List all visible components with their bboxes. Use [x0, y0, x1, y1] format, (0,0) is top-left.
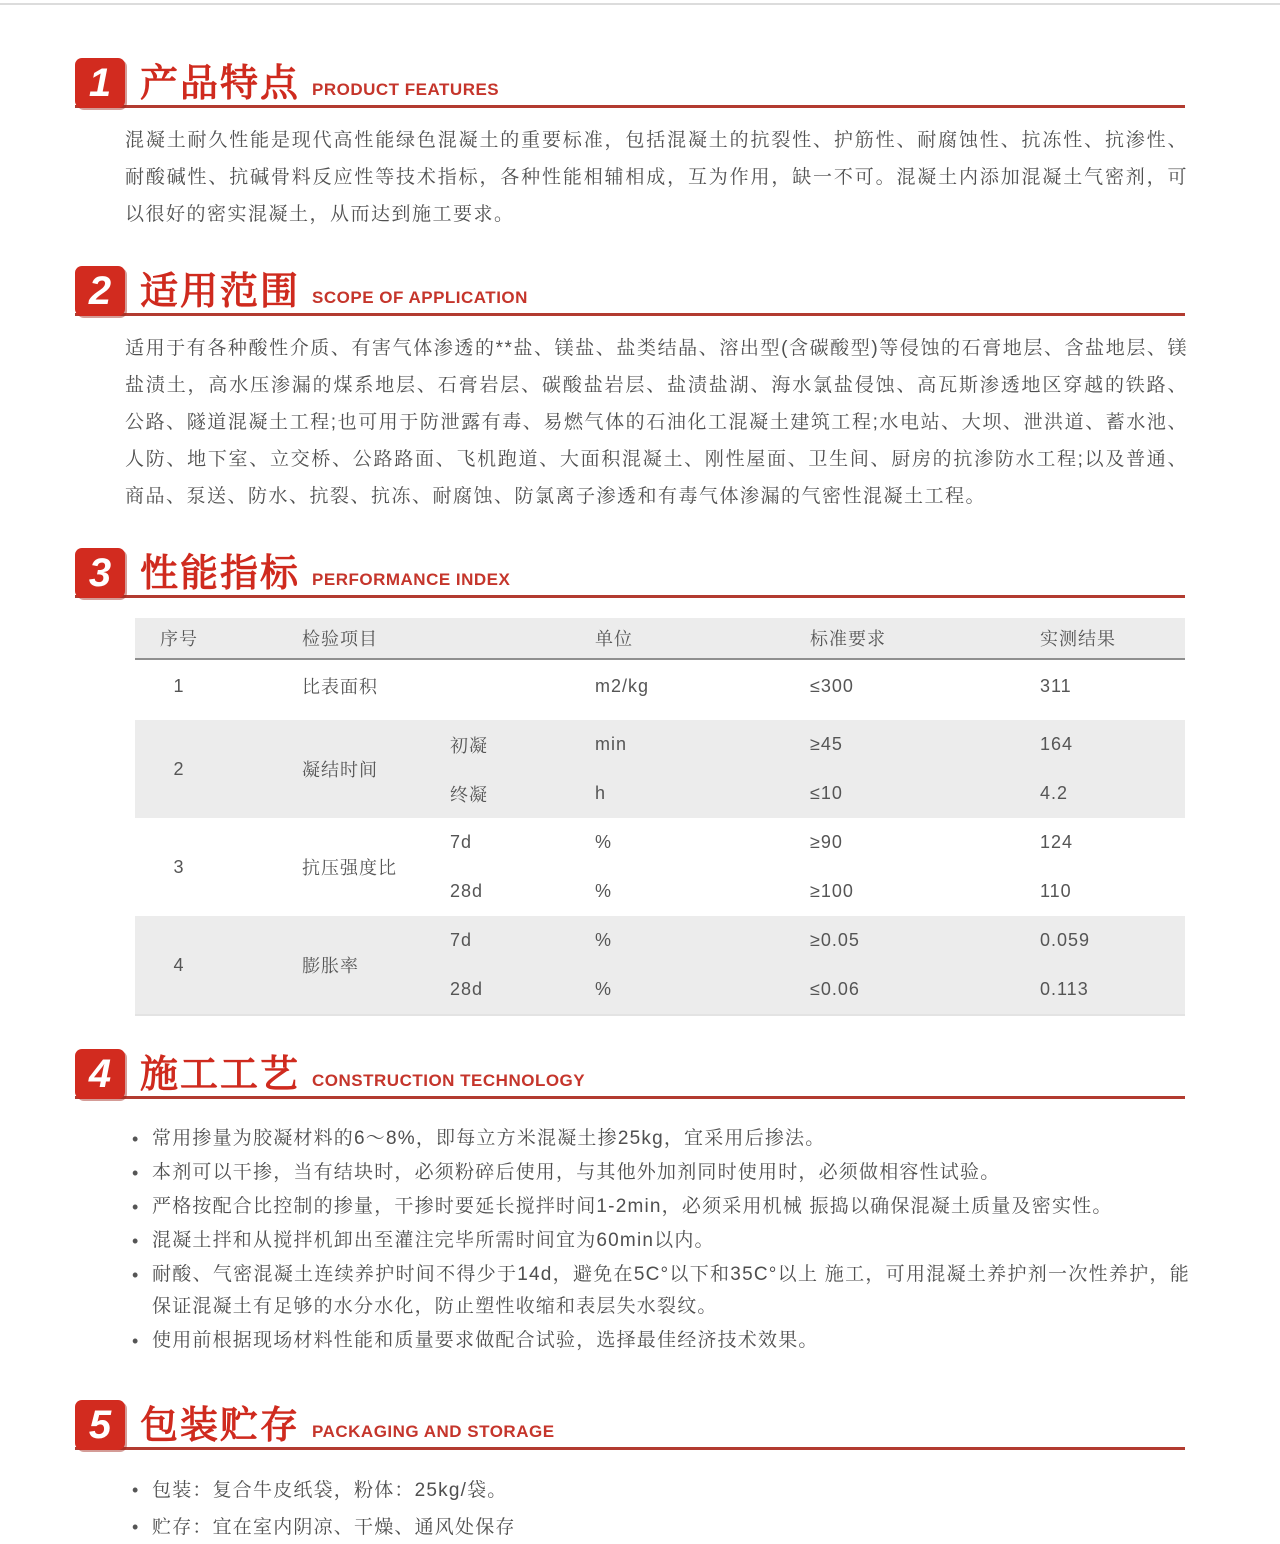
row1-result: 311 — [1040, 675, 1072, 696]
row3a-unit: % — [595, 832, 613, 852]
list-item: • 贮存：宜在室内阴凉、干燥、通风处保存 — [130, 1511, 1190, 1544]
section-1-number-badge — [75, 58, 125, 108]
row4-no: 4 — [173, 954, 185, 975]
row1-sub — [450, 660, 595, 712]
list-item: • 使用前根据现场材料性能和质量要求做配合试验，选择最佳经济技术效果。 — [130, 1325, 1190, 1357]
page-top-divider — [0, 3, 1280, 5]
row3a-standard: ≥90 — [810, 832, 843, 852]
section-4-header — [75, 1046, 1185, 1099]
section-5-subtitle: PACKAGING AND STORAGE — [312, 1422, 555, 1441]
construction-bullet-list — [130, 1123, 1190, 1357]
section-2-title: 适用范围 — [140, 271, 301, 314]
section-5-number: 5 — [88, 1402, 112, 1447]
section-2-number-badge — [75, 266, 125, 316]
section-3-number: 3 — [88, 550, 112, 595]
row2b-result: 4.2 — [1040, 783, 1069, 803]
row1-unit: m2/kg — [595, 675, 650, 696]
list-item: • 包装：复合牛皮纸袋，粉体：25kg/袋。 — [130, 1474, 1190, 1507]
performance-table — [135, 618, 1185, 1014]
header-no: 序号 — [160, 629, 198, 649]
row4b-unit: % — [595, 979, 613, 999]
table-row-gap — [135, 712, 1185, 720]
row3a-sub: 7d — [450, 832, 473, 852]
row2a-sub: 初凝 — [450, 735, 488, 756]
section-4-number-badge — [75, 1049, 125, 1099]
row2-no: 2 — [173, 758, 185, 779]
header-sub-spacer — [450, 618, 595, 658]
header-item: 检验项目 — [302, 629, 378, 649]
header-unit: 单位 — [595, 629, 633, 649]
row1-no: 1 — [173, 675, 185, 696]
table-subrow — [450, 867, 1185, 916]
table-bottom-divider — [135, 1014, 1185, 1016]
table-row — [135, 818, 1185, 916]
section-1-header — [75, 55, 1185, 108]
row2b-unit: h — [595, 783, 607, 803]
row3b-standard: ≥100 — [810, 881, 854, 901]
packaging-bullet-list — [130, 1474, 1190, 1544]
section-product-features — [0, 55, 1280, 233]
table-subrow — [450, 720, 1185, 769]
row3b-sub: 28d — [450, 881, 484, 901]
section-3-number-badge — [75, 548, 125, 598]
list-item: • 混凝土拌和从搅拌机卸出至灌注完毕所需时间宜为60min以内。 — [130, 1225, 1190, 1257]
section-performance-index — [0, 545, 1280, 1016]
row3-no: 3 — [173, 856, 185, 877]
row4b-result: 0.113 — [1040, 979, 1089, 999]
row4a-standard: ≥0.05 — [810, 930, 860, 950]
table-row — [135, 660, 1185, 712]
row4b-sub: 28d — [450, 979, 484, 999]
header-standard: 标准要求 — [810, 629, 886, 649]
row2a-standard: ≥45 — [810, 734, 843, 754]
row1-item: 比表面积 — [302, 677, 378, 697]
section-4-subtitle: CONSTRUCTION TECHNOLOGY — [312, 1071, 586, 1090]
row4a-sub: 7d — [450, 930, 473, 950]
row2b-standard: ≤10 — [810, 783, 843, 803]
row3b-result: 110 — [1040, 881, 1072, 901]
table-subrow — [450, 916, 1185, 965]
table-row — [135, 916, 1185, 1014]
section-4-number: 4 — [88, 1051, 112, 1096]
section-3-header — [75, 545, 1185, 598]
table-subrow — [450, 818, 1185, 867]
row4b-standard: ≤0.06 — [810, 979, 860, 999]
row2b-sub: 终凝 — [450, 784, 488, 805]
section-scope-of-application — [0, 263, 1280, 515]
header-result: 实测结果 — [1040, 629, 1116, 649]
table-subrow — [450, 769, 1185, 818]
row3b-unit: % — [595, 881, 613, 901]
list-item: • 严格按配合比控制的掺量，干掺时要延长搅拌时间1-2min，必须采用机械 振捣以确保混凝土质量及密实性。 — [130, 1191, 1190, 1223]
section-5-header — [75, 1397, 1185, 1450]
section-5-title: 包装贮存 — [140, 1405, 301, 1448]
section-2-header — [75, 263, 1185, 316]
section-5-number-badge — [75, 1400, 125, 1450]
row2a-result: 164 — [1040, 734, 1074, 754]
row4a-unit: % — [595, 930, 613, 950]
table-subrow — [450, 965, 1185, 1014]
table-header-row — [135, 618, 1185, 660]
section-4-title: 施工工艺 — [140, 1054, 301, 1097]
section-1-title: 产品特点 — [140, 63, 301, 106]
row3-item: 抗压强度比 — [302, 858, 397, 878]
section-2-subtitle: SCOPE OF APPLICATION — [312, 288, 528, 307]
row4-item: 膨胀率 — [302, 956, 359, 976]
section-1-subtitle: PRODUCT FEATURES — [312, 80, 500, 99]
list-item: • 耐酸、气密混凝土连续养护时间不得少于14d，避免在5C°以下和35C°以上 施工，可用混凝土养护剂一次性养护，能保证混凝土有足够的水分水化，防止塑性收缩和表层失水裂纹。 — [130, 1259, 1190, 1323]
section-1-paragraph: 混凝土耐久性能是现代高性能绿色混凝土的重要标准，包括混凝土的抗裂性、护筋性、耐腐蚀性、抗冻性、抗渗性、耐酸碱性、抗碱骨料反应性等技术指标，各种性能相辅相成，互为作用，缺一不可。混凝土内添加混凝土气密剂，可以很好的密实混凝土，从而达到施工要求。 — [125, 130, 1188, 225]
table-row — [135, 720, 1185, 818]
list-item: • 本剂可以干掺，当有结块时，必须粉碎后使用，与其他外加剂同时使用时，必须做相容性试验。 — [130, 1157, 1190, 1189]
row1-standard: ≤300 — [810, 675, 854, 696]
section-construction-technology — [0, 1046, 1280, 1357]
list-item: • 常用掺量为胶凝材料的6～8%，即每立方米混凝土掺25kg，宜采用后掺法。 — [130, 1123, 1190, 1155]
section-3-subtitle: PERFORMANCE INDEX — [312, 570, 511, 589]
row2a-unit: min — [595, 734, 628, 754]
section-3-title: 性能指标 — [140, 553, 301, 596]
row3a-result: 124 — [1040, 832, 1074, 852]
section-packaging-storage — [0, 1397, 1280, 1544]
section-1-number: 1 — [88, 60, 112, 105]
row4a-result: 0.059 — [1040, 930, 1091, 950]
section-2-number: 2 — [88, 268, 112, 313]
section-2-paragraph: 适用于有各种酸性介质、有害气体渗透的**盐、镁盐、盐类结晶、溶出型(含碳酸型)等侵蚀的石膏地层、含盐地层、镁盐渍土，高水压渗漏的煤系地层、石膏岩层、碳酸盐岩层、盐渍盐湖、海水氯盐侵蚀、高瓦斯渗透地区穿越的铁路、公路、隧道混凝土工程;也可用于防泄露有毒、易燃气体的石油化工混凝土建筑工程;水电站、大坝、泄洪道、蓄水池、人防、地下室、立交桥、公路路面、飞机跑道、大面积混凝土、刚性屋面、卫生间、厨房的抗渗防水工程;以及普通、商品、泵送、防水、抗裂、抗冻、耐腐蚀、防氯离子渗透和有毒气体渗漏的气密性混凝土工程。 — [125, 338, 1188, 507]
row2-item: 凝结时间 — [302, 760, 378, 780]
